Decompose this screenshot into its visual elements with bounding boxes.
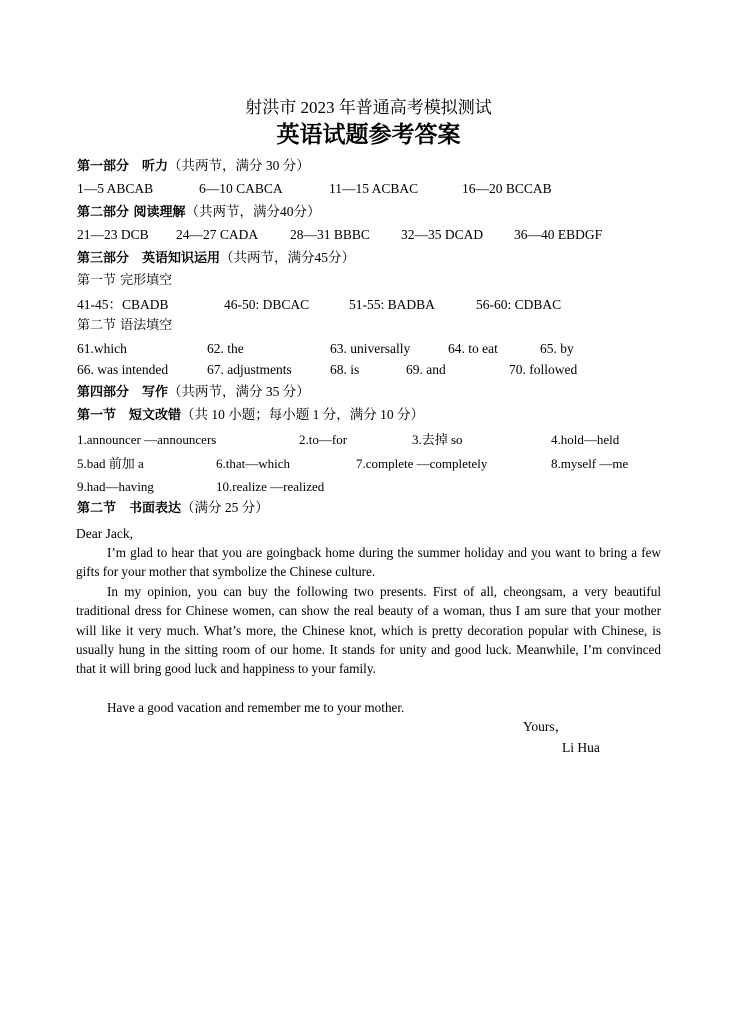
part2-answer-1: 21—23 DCB — [77, 227, 149, 242]
cloze-answer-1: 41-45：CBADB — [77, 297, 169, 312]
part4-heading-note: （共两节，满分 35 分） — [168, 384, 310, 399]
part3-heading-note: （共两节，满分45分） — [220, 250, 356, 265]
part2-answer-2: 24—27 CADA — [176, 227, 259, 242]
grammar-answer-63: 63. universally — [330, 341, 411, 356]
correction-1: 1.announcer —announcers — [77, 432, 217, 447]
cloze-answer-3: 51-55: BADBA — [349, 297, 435, 312]
letter-greeting: Dear Jack, — [76, 526, 133, 541]
correction-10: 10.realize —realized — [216, 479, 325, 494]
grammar-answer-66: 66. was intended — [77, 362, 169, 377]
part3-sub1: 第一节 完形填空 — [77, 273, 173, 288]
grammar-answer-70: 70. followed — [509, 362, 578, 377]
title-line-1: 射洪市 2023 年普通高考模拟测试 — [245, 98, 492, 117]
part1-heading-note: （共两节，满分 30 分） — [168, 158, 310, 173]
part3-sub2: 第二节 语法填空 — [77, 318, 173, 333]
part4-sec2-note: （满分 25 分） — [181, 500, 269, 515]
part2-heading — [77, 203, 321, 222]
part4-sec1-heading — [77, 406, 424, 425]
correction-4: 4.hold—held — [551, 432, 620, 447]
grammar-answer-68: 68. is — [330, 362, 360, 377]
letter-paragraph-3: Have a good vacation and remember me to your mother. — [107, 700, 405, 715]
title-line-2: 英语试题参考答案 — [276, 122, 461, 148]
part4-heading — [77, 383, 310, 402]
part1-answer-1: 1—5 ABCAB — [77, 181, 154, 196]
part1-answer-3: 11—15 ACBAC — [329, 181, 419, 196]
letter-closing: Yours， — [523, 719, 569, 734]
cloze-answer-4: 56-60: CDBAC — [476, 297, 562, 312]
correction-9: 9.had—having — [77, 479, 154, 494]
part1-answer-2: 6—10 CABCA — [199, 181, 283, 196]
cloze-answer-2: 46-50: DBCAC — [224, 297, 310, 312]
part1-heading-bold: 第一部分 听力 — [77, 159, 169, 174]
part2-answer-5: 36—40 EBDGF — [514, 227, 603, 242]
part4-sec2-heading — [77, 499, 269, 518]
part2-heading-bold: 第二部分 阅读理解 — [77, 205, 186, 220]
correction-5: 5.bad 前加 a — [77, 456, 144, 471]
letter-paragraph-2: In my opinion, you can buy the following two presents. First of all, cheongsam, a very beautiful traditional dress for Chinese women, can show the real beauty of a woman, thus I am sure that your mother will like it very much. What’s more, the Chinese knot, which is pretty decoration popular with Chinese, is usually hung in the sitting room of our home. It stands for unity and good luck. Meanwhile, I’m convinced that it will bring good luck and happiness to your family. — [76, 584, 661, 677]
correction-8: 8.myself —me — [551, 456, 629, 471]
part4-heading-bold: 第四部分 写作 — [77, 385, 169, 400]
part2-answer-4: 32—35 DCAD — [401, 227, 484, 242]
part2-answer-3: 28—31 BBBC — [290, 227, 370, 242]
part3-heading-bold: 第三部分 英语知识运用 — [77, 251, 221, 266]
letter-signature: Li Hua — [562, 740, 600, 755]
part4-sec1-note: （共 10 小题；每小题 1 分，满分 10 分） — [181, 407, 425, 422]
grammar-answer-67: 67. adjustments — [207, 362, 292, 377]
part2-heading-note: （共两节，满分40分） — [185, 204, 321, 219]
grammar-answer-69: 69. and — [406, 362, 446, 377]
grammar-answer-64: 64. to eat — [448, 341, 498, 356]
part1-heading — [77, 157, 310, 176]
grammar-answer-61: 61.which — [77, 341, 127, 356]
correction-6: 6.that—which — [216, 456, 291, 471]
part4-sec2-bold: 第二节 书面表达 — [77, 501, 182, 516]
grammar-answer-65: 65. by — [540, 341, 574, 356]
letter-paragraph-1: I’m glad to hear that you are goingback home during the summer holiday and you want to bring a few gifts for your mother that symbolize the Chinese culture. — [76, 545, 661, 580]
correction-7: 7.complete —completely — [356, 456, 488, 471]
correction-2: 2.to—for — [299, 432, 348, 447]
correction-3: 3.去掉 so — [412, 432, 463, 447]
part1-answer-4: 16—20 BCCAB — [462, 181, 552, 196]
part3-heading — [77, 249, 355, 268]
part4-sec1-bold: 第一节 短文改错 — [77, 408, 182, 423]
grammar-answer-62: 62. the — [207, 341, 244, 356]
